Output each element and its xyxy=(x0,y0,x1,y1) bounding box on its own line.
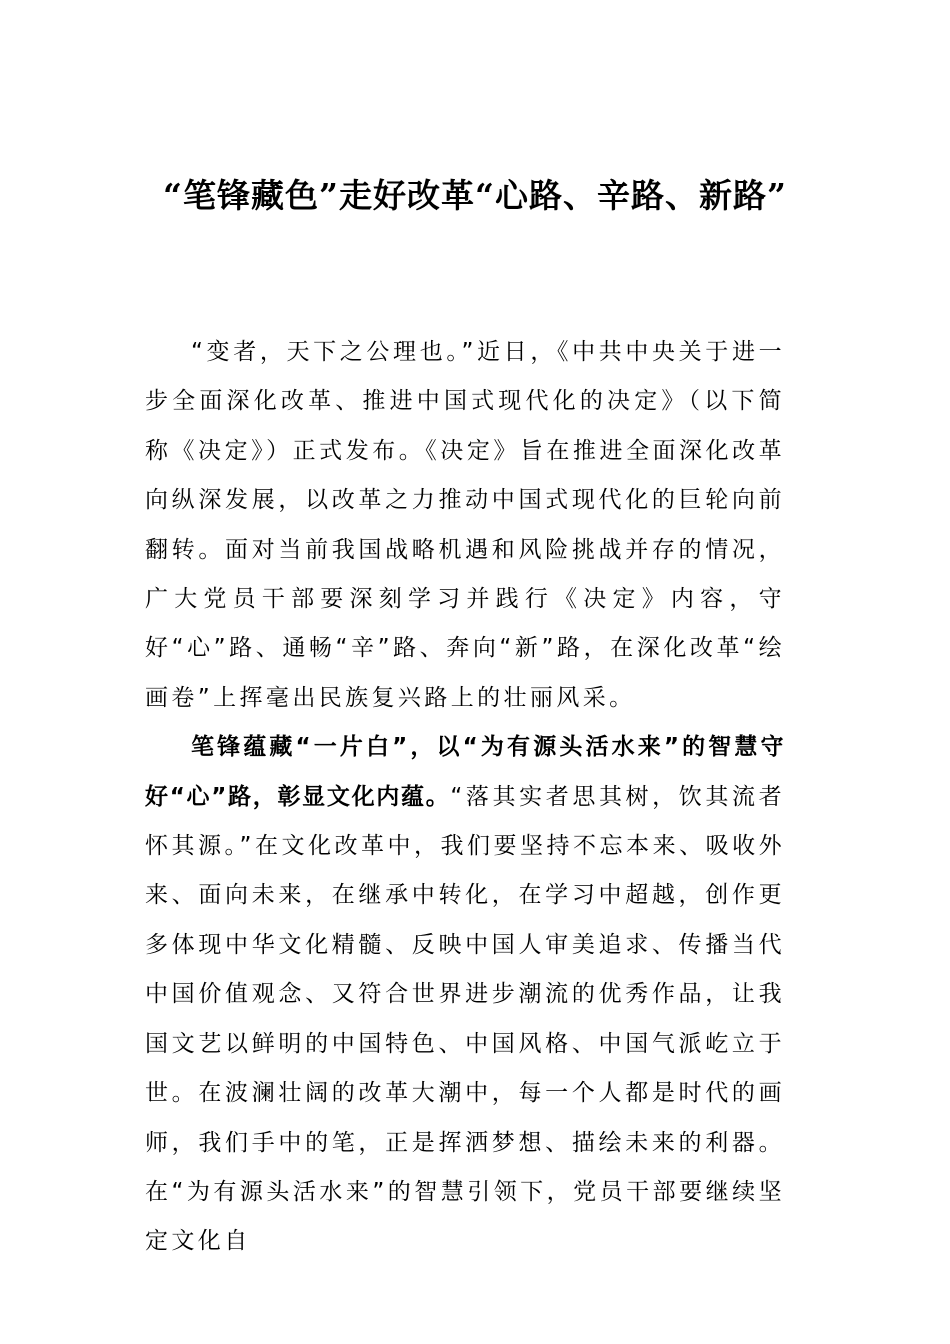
paragraph-section-1-lead: 笔锋蕴藏“一片白”，以“为有源头活水来”的智慧守好“心”路，彰显文化内蕴。 xyxy=(145,734,785,810)
document-body xyxy=(145,328,785,1267)
paragraph-section-1 xyxy=(145,723,785,1266)
document-title: “笔锋藏色”走好改革“心路、辛路、新路” xyxy=(163,176,787,215)
paragraph-section-1-text: “落其实者思其树，饮其流者怀其源。”在文化改革中，我们要坚持不忘本来、吸收外来、面向未来，在继承中转化，在学习中超越，创作更多体现中华文化精髓、反映中国人审美追求、传播当代中国价值观念、又符合世界进步潮流的优秀作品，让我国文艺以鲜明的中国特色、中国风格、中国气派屹立于世。在波澜壮阔的改革大潮中，每一个人都是时代的画师，我们手中的笔，正是挥洒梦想、描绘未来的利器。在“为有源头活水来”的智慧引领下，党员干部要继续坚定文化自 xyxy=(145,783,785,1255)
paragraph-intro xyxy=(145,328,785,723)
paragraph-intro-text: “变者，天下之公理也。”近日，《中共中央关于进一步全面深化改革、推进中国式现代化的决定》（以下简称《决定》）正式发布。《决定》旨在推进全面深化改革向纵深发展，以改革之力推动中国式现代化的巨轮向前翻转。面对当前我国战略机遇和风险挑战并存的情况，广大党员干部要深刻学习并践行《决定》内容，守好“心”路、通畅“辛”路、奔向“新”路，在深化改革“绘画卷”上挥毫出民族复兴路上的壮丽风采。 xyxy=(145,339,785,711)
